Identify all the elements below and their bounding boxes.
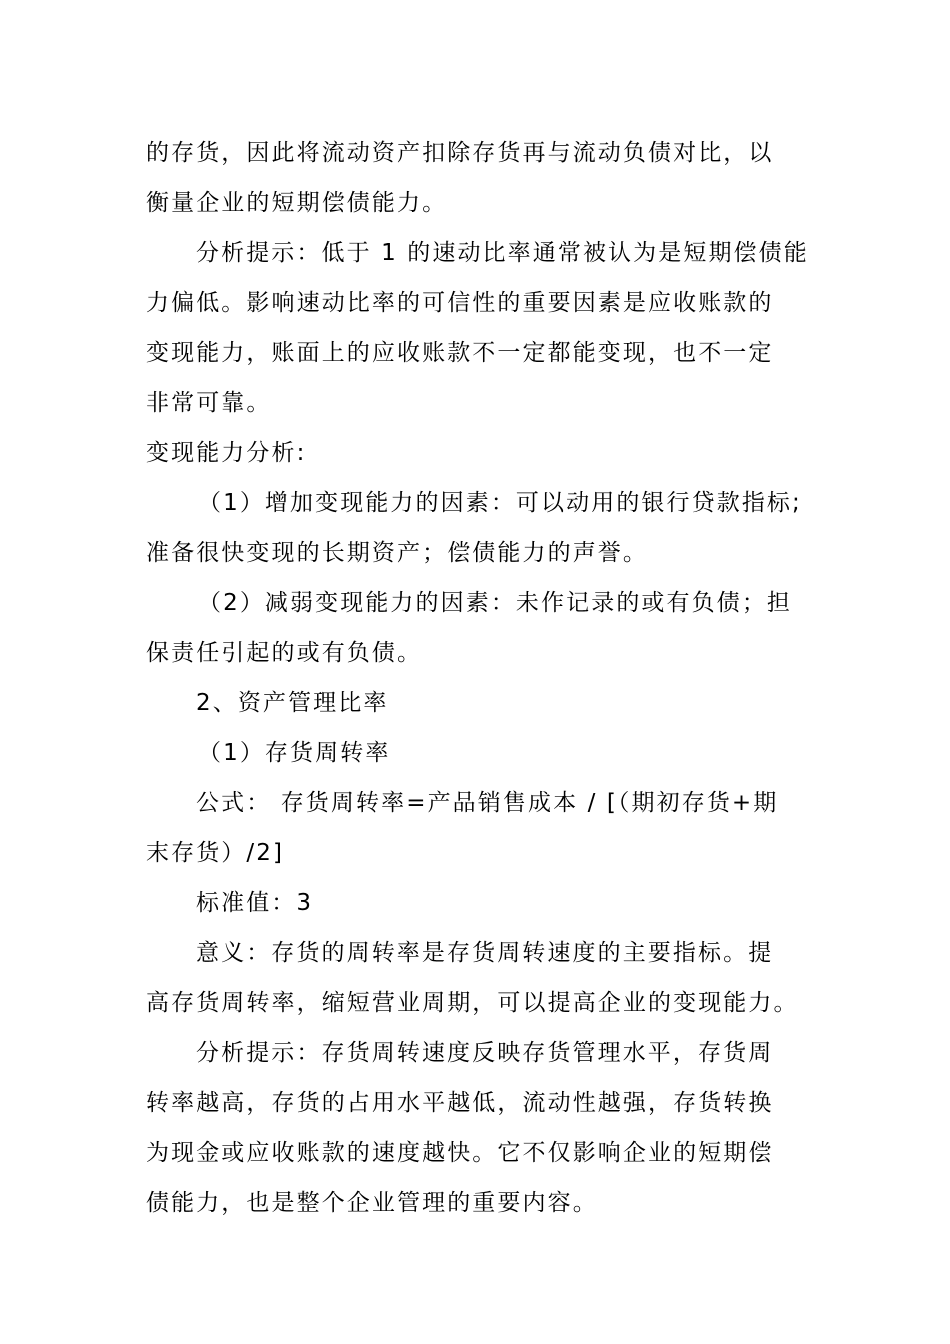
text-line: 2、资产管理比率 xyxy=(196,690,389,716)
document-body xyxy=(146,128,826,1228)
paragraph-formula xyxy=(146,778,826,878)
text-line: 变现能力分析: xyxy=(146,440,307,466)
text-line: 变现能力，账面上的应收账款不一定都能变现，也不一定 xyxy=(146,340,774,366)
section-heading-asset-management xyxy=(146,678,826,728)
paragraph-turnover-hint xyxy=(146,1028,826,1228)
text-line: 分析提示：低于 1 的速动比率通常被认为是短期偿债能 xyxy=(196,240,809,266)
text-line: 准备很快变现的长期资产；偿债能力的声誉。 xyxy=(146,540,648,566)
text-line: 公式： 存货周转率=产品销售成本 / [（期初存货+期 xyxy=(196,790,779,816)
text-line: 转率越高，存货的占用水平越低，流动性越强，存货转换 xyxy=(146,1090,774,1116)
text-line: 意义：存货的周转率是存货周转速度的主要指标。提 xyxy=(196,940,774,966)
text-line: 非常可靠。 xyxy=(146,390,272,416)
text-line: 末存货）/2] xyxy=(146,840,285,866)
text-line: （1）增加变现能力的因素：可以动用的银行贷款指标; xyxy=(198,490,802,516)
subheading-inventory-turnover xyxy=(146,728,826,778)
section-heading-liquidity-analysis xyxy=(146,428,826,478)
text-line: 衡量企业的短期偿债能力。 xyxy=(146,190,448,216)
text-line: （2）减弱变现能力的因素：未作记录的或有负债；担 xyxy=(198,590,793,616)
text-line: 力偏低。影响速动比率的可信性的重要因素是应收账款的 xyxy=(146,290,774,316)
paragraph-inventory-note xyxy=(146,128,826,228)
text-line: 分析提示：存货周转速度反映存货管理水平，存货周 xyxy=(196,1040,774,1066)
text-line: 高存货周转率，缩短营业周期，可以提高企业的变现能力。 xyxy=(146,990,799,1016)
paragraph-increase-factors xyxy=(146,478,826,578)
text-line: 的存货，因此将流动资产扣除存货再与流动负债对比，以 xyxy=(146,140,774,166)
text-line: （1）存货周转率 xyxy=(198,740,391,766)
text-line: 保责任引起的或有负债。 xyxy=(146,640,423,666)
text-line: 债能力，也是整个企业管理的重要内容。 xyxy=(146,1190,598,1216)
paragraph-meaning xyxy=(146,928,826,1028)
paragraph-decrease-factors xyxy=(146,578,826,678)
text-line: 标准值：3 xyxy=(196,890,314,916)
paragraph-standard-value xyxy=(146,878,826,928)
paragraph-quick-ratio-hint xyxy=(146,228,826,428)
text-line: 为现金或应收账款的速度越快。它不仅影响企业的短期偿 xyxy=(146,1140,774,1166)
